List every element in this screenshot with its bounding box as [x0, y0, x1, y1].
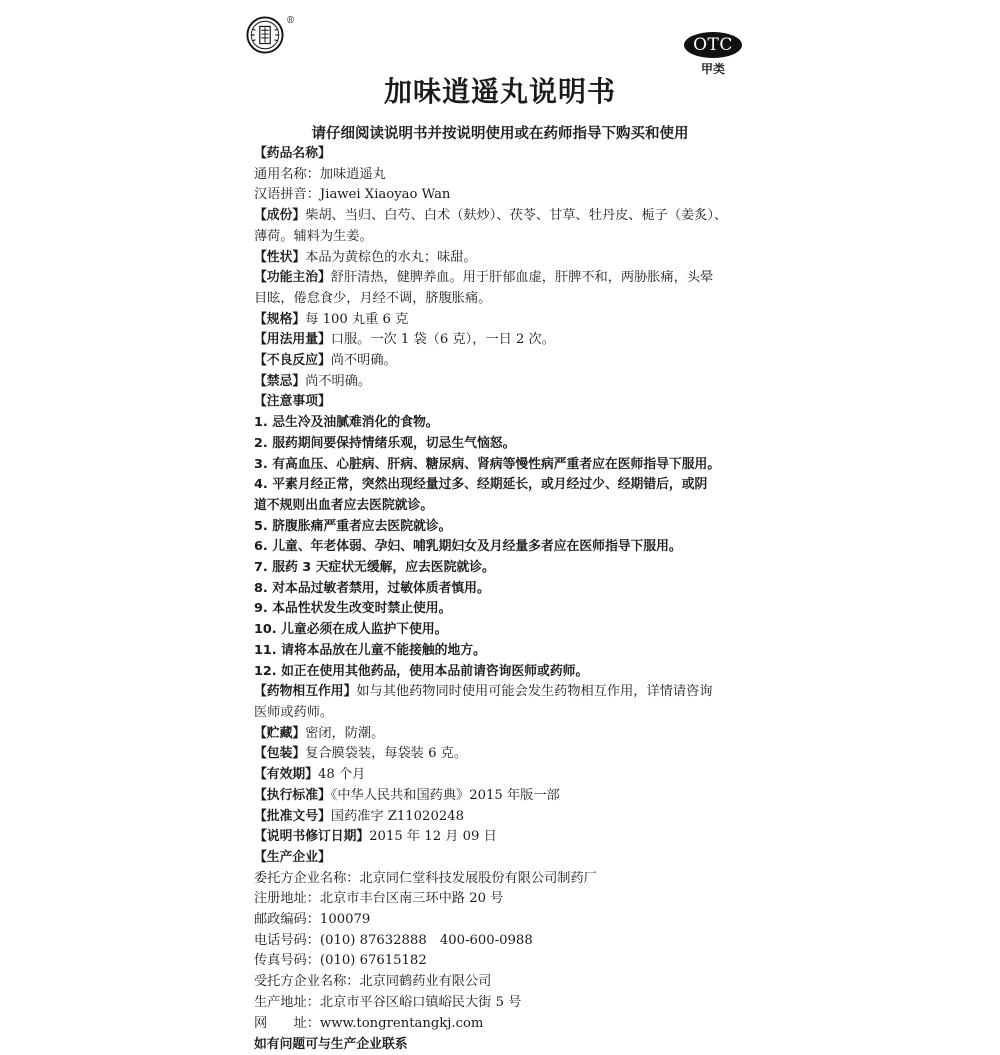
detail-line: [254, 807, 754, 828]
document-title: 加味逍遥丸说明书: [383, 75, 616, 108]
precaution-line: 道不规则出血者应去医院就诊。: [254, 497, 434, 513]
detail-line: [254, 827, 754, 848]
section-label: 【用法用量】: [254, 332, 331, 348]
otc-class-label: 甲类: [700, 62, 725, 76]
precaution-line: 7. 服药 3 天症状无缓解，应去医院就诊。: [254, 560, 495, 576]
section-label: 【批准文号】: [254, 808, 331, 824]
section-text: 注册地址：北京市丰台区南三环中路 20 号: [254, 891, 504, 907]
precaution-line: 12. 如正在使用其他药品，使用本品前请咨询医师或药师。: [254, 663, 589, 679]
drug-info-section: [254, 144, 754, 413]
section-text: 传真号码：(010) 67615182: [254, 953, 427, 969]
section-label: 【药品名称】: [254, 146, 331, 161]
drug-info-line: [254, 392, 754, 413]
precaution-line: 1. 忌生冷及油腻难消化的食物。: [254, 415, 439, 431]
section-text: 通用名称：加味逍遥丸: [254, 166, 386, 182]
precaution-line: 10. 儿童必须在成人监护下使用。: [254, 622, 448, 638]
section-text: 每 100 丸重 6 克: [305, 311, 409, 327]
precaution-line: 6. 儿童、年老体弱、孕妇、哺乳期妇女及月经量多者应在医师指导下服用。: [254, 539, 682, 555]
detail-line: [254, 910, 754, 931]
section-text: 医师或药师。: [254, 704, 334, 720]
registered-mark: ®: [286, 16, 295, 26]
section-label: 【性状】: [254, 249, 306, 265]
section-text: 委托方企业名称：北京同仁堂科技发展股份有限公司制药厂: [254, 870, 597, 886]
detail-line: [254, 1014, 754, 1035]
product-details-section: [254, 682, 754, 1034]
section-text: 《中华人民共和国药典》2015 年版一部: [330, 787, 560, 803]
detail-line: [254, 765, 754, 786]
section-text: 生产地址：北京市平谷区峪口镇峪民大街 5 号: [254, 994, 522, 1010]
section-text: 薄荷。辅料为生姜。: [254, 228, 373, 244]
section-text: 受托方企业名称：北京同鹤药业有限公司: [254, 974, 492, 990]
section-text: 口服。一次 1 袋（6 克），一日 2 次。: [330, 332, 555, 348]
detail-line: [254, 786, 754, 807]
section-text: 网 址：www.tongrentangkj.com: [254, 1015, 484, 1031]
otc-badge: OTC: [684, 32, 742, 58]
section-label: 【有效期】: [254, 767, 318, 783]
drug-info-line: [254, 330, 754, 351]
precaution-line: 2. 服药期间要保持情绪乐观，切忌生气恼怒。: [254, 435, 516, 451]
section-label: 【功能主治】: [254, 270, 331, 286]
section-text: 国药准字 Z11020248: [330, 808, 465, 824]
section-label: 【生产企业】: [254, 849, 331, 865]
drug-info-line: [254, 165, 754, 186]
drug-info-line: [254, 289, 754, 310]
detail-line: [254, 931, 754, 952]
section-label: 【包装】: [254, 746, 306, 762]
detail-line: [254, 703, 754, 724]
precaution-line: 4. 平素月经正常，突然出现经量过多、经期延长，或月经过少、经期错后，或阴: [254, 477, 708, 493]
detail-line: [254, 869, 754, 890]
drug-info-line: [254, 310, 754, 331]
section-text: 柴胡、当归、白芍、白术（麸炒）、茯苓、甘草、牡丹皮、栀子（姜炙）、: [305, 208, 728, 224]
precautions-list: [254, 413, 754, 682]
precaution-line: 3. 有高血压、心脏病、肝病、糖尿病、肾病等慢性病严重者应在医师指导下服用。: [254, 456, 721, 472]
section-text: 尚不明确。: [330, 353, 397, 369]
section-text: 密闭，防潮。: [305, 725, 385, 741]
section-text: 本品为黄棕色的水丸；味甜。: [305, 249, 477, 265]
section-text: 电话号码：(010) 87632888 400-600-0988: [254, 932, 533, 948]
section-label: 【不良反应】: [254, 353, 331, 369]
detail-line: [254, 951, 754, 972]
precaution-line: 8. 对本品过敏者禁用，过敏体质者慎用。: [254, 580, 490, 596]
detail-line: [254, 724, 754, 745]
drug-info-line: [254, 206, 754, 227]
document-subtitle: 请仔细阅读说明书并按说明使用或在药师指导下购买和使用: [311, 126, 689, 142]
section-label: 【说明书修订日期】: [254, 829, 370, 845]
footer-contact-note: 如有问题可与生产企业联系: [254, 1037, 408, 1053]
section-text: 尚不明确。: [305, 373, 372, 389]
section-text: 如与其他药物同时使用可能会发生药物相互作用，详情请咨询: [356, 684, 713, 700]
section-label: 【药物相互作用】: [254, 684, 357, 700]
leaflet-content: [254, 144, 754, 1055]
section-label: 【规格】: [254, 311, 306, 327]
drug-info-line: [254, 351, 754, 372]
detail-line: [254, 889, 754, 910]
section-text: 邮政编码：100079: [254, 912, 371, 928]
section-label: 【禁忌】: [254, 373, 306, 389]
section-label: 【注意事项】: [254, 394, 331, 410]
detail-line: [254, 744, 754, 765]
section-label: 【贮藏】: [254, 725, 306, 741]
section-text: 舒肝清热，健脾养血。用于肝郁血虚，肝脾不和，两胁胀痛，头晕: [330, 270, 714, 286]
section-text: 汉语拼音：Jiawei Xiaoyao Wan: [254, 187, 451, 203]
drug-info-line: [254, 268, 754, 289]
drug-info-line: [254, 248, 754, 269]
drug-info-line: [254, 144, 754, 165]
section-text: 2015 年 12 月 09 日: [369, 829, 497, 845]
drug-info-line: [254, 227, 754, 248]
section-text: 目眩，倦怠食少，月经不调，脐腹胀痛。: [254, 290, 492, 306]
detail-line: [254, 993, 754, 1014]
leaflet-sheet: [222, 8, 778, 1053]
detail-line: [254, 972, 754, 993]
section-text: 复合膜袋装，每袋装 6 克。: [305, 746, 468, 762]
detail-line: [254, 682, 754, 703]
precaution-line: 11. 请将本品放在儿童不能接触的地方。: [254, 642, 486, 658]
detail-line: [254, 848, 754, 869]
section-label: 【执行标准】: [254, 787, 331, 803]
section-label: 【成份】: [254, 208, 306, 224]
precaution-line: 9. 本品性状发生改变时禁止使用。: [254, 601, 452, 617]
section-text: 48 个月: [317, 767, 366, 783]
drug-info-line: [254, 185, 754, 206]
drug-info-line: [254, 372, 754, 393]
precaution-line: 5. 脐腹胀痛严重者应去医院就诊。: [254, 518, 452, 534]
tongrentang-logo-icon: [246, 16, 284, 54]
